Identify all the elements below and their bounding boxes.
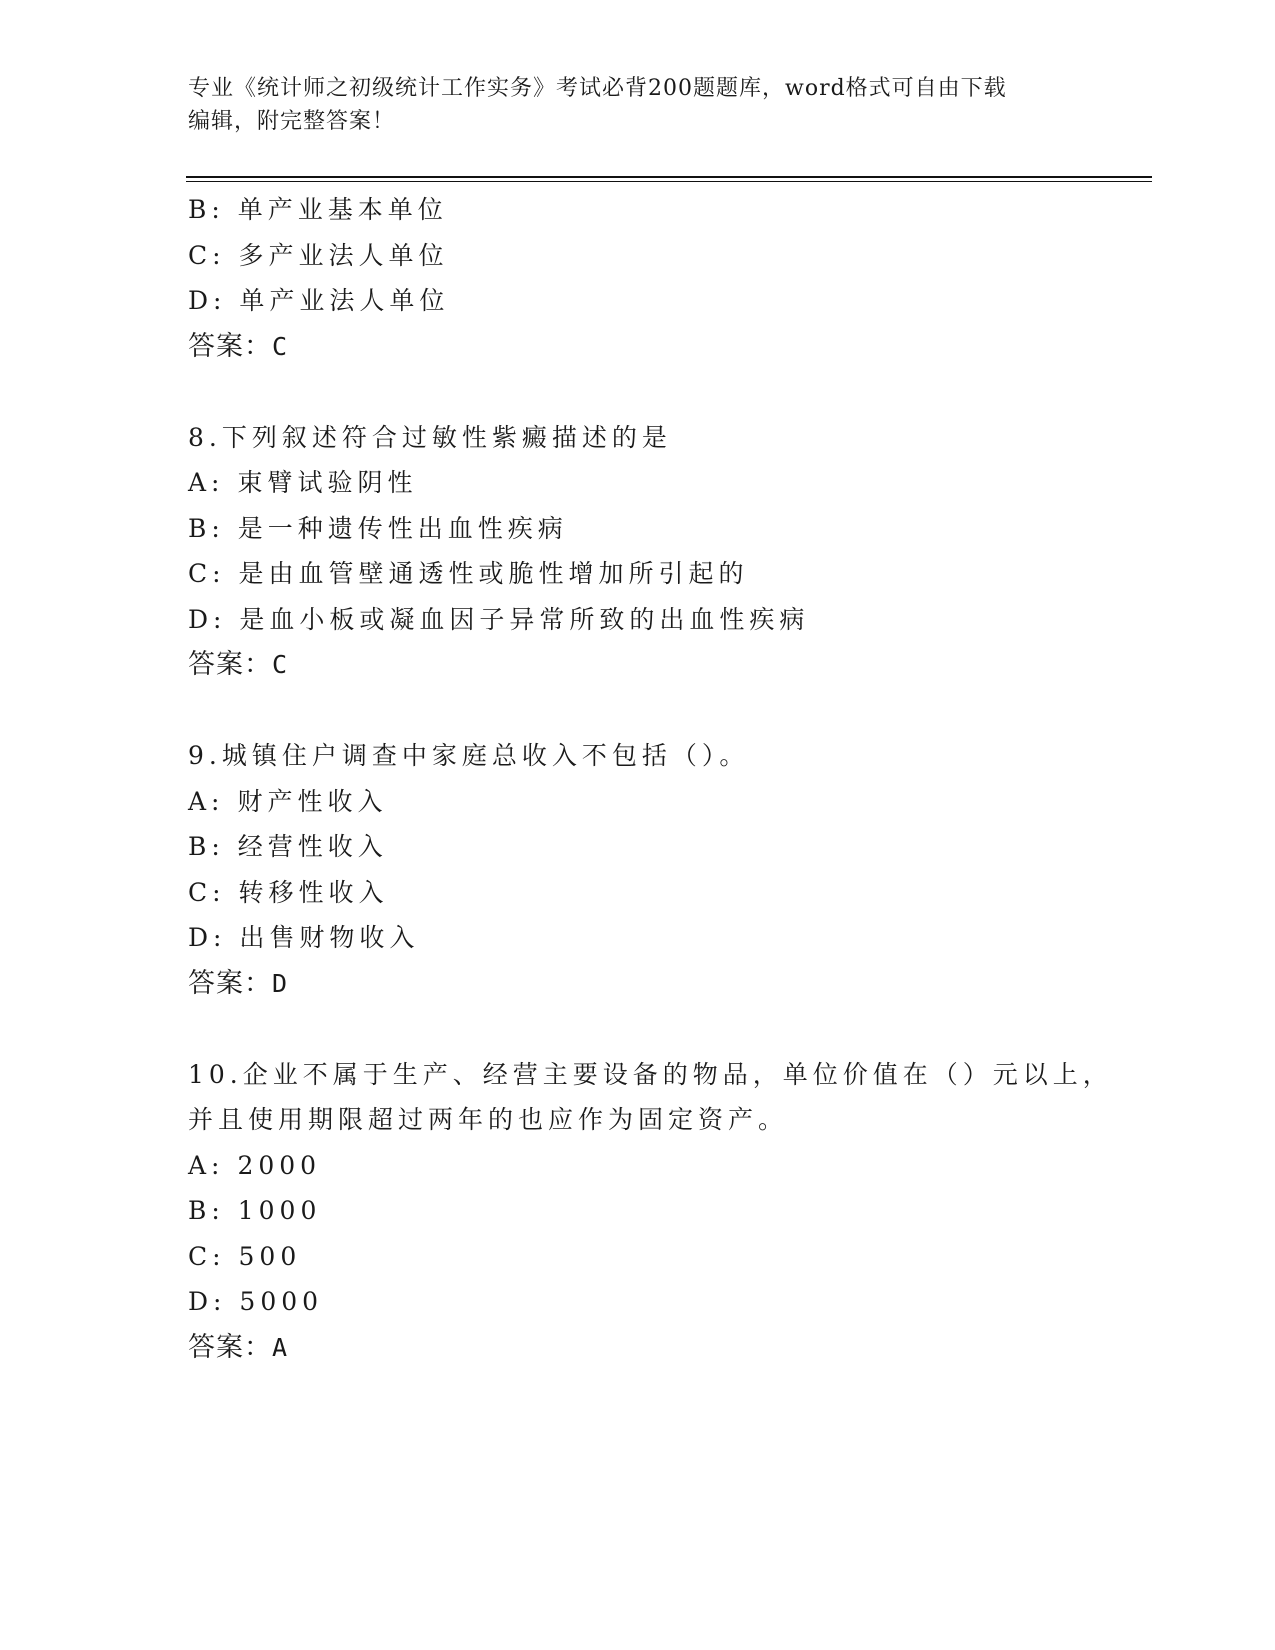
- option-text: 1000: [237, 1196, 322, 1225]
- option-label: B:: [188, 195, 225, 224]
- header-line-1: 专业《统计师之初级统计工作实务》考试必背200题题库，word格式可自由下载: [188, 76, 1007, 101]
- option-text: 多产业法人单位: [238, 240, 449, 270]
- option-label: B:: [188, 832, 225, 861]
- header-line-2: 编辑，附完整答案！: [188, 109, 396, 134]
- option-line: [188, 870, 1088, 916]
- question-block-8: [188, 415, 1088, 688]
- option-line: [188, 1279, 1088, 1325]
- option-text: 2000: [237, 1150, 322, 1180]
- option-text: 是血小板或凝血因子异常所致的出血性疾病: [239, 604, 810, 634]
- option-text: 500: [238, 1241, 302, 1271]
- answer-label: 答案：: [188, 1331, 272, 1363]
- header-rule-thick: [186, 176, 1152, 178]
- option-label: D:: [188, 1287, 227, 1316]
- option-text: 经营性收入: [237, 832, 388, 861]
- option-text: 财产性收入: [237, 786, 388, 816]
- option-line: [188, 551, 1088, 597]
- option-line: [188, 779, 1088, 825]
- option-line: [188, 506, 1088, 552]
- option-line: [188, 233, 1088, 279]
- option-text: 是一种遗传性出血性疾病: [237, 513, 568, 543]
- question-block-10: [188, 1052, 1113, 1371]
- document-content: [188, 187, 1113, 1370]
- option-label: C:: [188, 559, 226, 588]
- option-line: [188, 187, 1088, 233]
- option-line: [188, 1188, 1088, 1234]
- answer-value: C: [272, 650, 289, 679]
- option-label: C:: [188, 1241, 226, 1271]
- option-line: [188, 1143, 1088, 1189]
- answer-label: 答案：: [188, 649, 272, 680]
- answer-line: [188, 642, 1088, 688]
- header-rule-thin: [186, 181, 1152, 182]
- option-label: D:: [188, 923, 227, 952]
- option-text: 5000: [239, 1287, 324, 1316]
- answer-value: C: [272, 331, 289, 361]
- option-text: 是由血管壁通透性或脆性增加所引起的: [238, 559, 749, 588]
- option-line: [188, 597, 1088, 643]
- option-text: 出售财物收入: [239, 923, 420, 952]
- option-label: D:: [188, 604, 227, 634]
- answer-line: [188, 1325, 1088, 1371]
- option-text: 单产业基本单位: [237, 195, 448, 224]
- question-stem: 9.城镇住户调查中家庭总收入不包括（）。: [188, 741, 750, 770]
- option-line: [188, 824, 1088, 870]
- option-line: [188, 915, 1088, 961]
- option-label: A:: [188, 468, 225, 497]
- option-line: [188, 278, 1088, 324]
- document-header: [188, 72, 1068, 138]
- option-line: [188, 1234, 1088, 1280]
- option-label: B:: [188, 513, 225, 543]
- option-label: B:: [188, 1196, 225, 1225]
- question-stem: 10.企业不属于生产、经营主要设备的物品，单位价值在（）元以上，: [188, 1059, 1113, 1089]
- question-block-9: [188, 733, 1088, 1006]
- question-stem-continued: 并且使用期限超过两年的也应作为固定资产。: [188, 1105, 789, 1134]
- answer-label: 答案：: [188, 967, 272, 999]
- answer-value: D: [272, 968, 289, 998]
- question-block-partial: [188, 187, 1088, 369]
- option-label: D:: [188, 286, 227, 315]
- option-label: C:: [188, 877, 226, 907]
- answer-line: [188, 961, 1088, 1007]
- option-text: 束臂试验阴性: [237, 468, 418, 497]
- option-label: A:: [188, 1150, 225, 1180]
- answer-line: [188, 324, 1088, 370]
- answer-value: A: [272, 1332, 289, 1362]
- option-label: C:: [188, 240, 226, 270]
- answer-label: 答案：: [188, 330, 272, 362]
- question-stem: 8.下列叙述符合过敏性紫癜描述的是: [188, 422, 672, 452]
- option-label: A:: [188, 786, 225, 816]
- option-line: [188, 460, 1088, 506]
- option-text: 单产业法人单位: [239, 286, 450, 315]
- option-text: 转移性收入: [238, 877, 389, 907]
